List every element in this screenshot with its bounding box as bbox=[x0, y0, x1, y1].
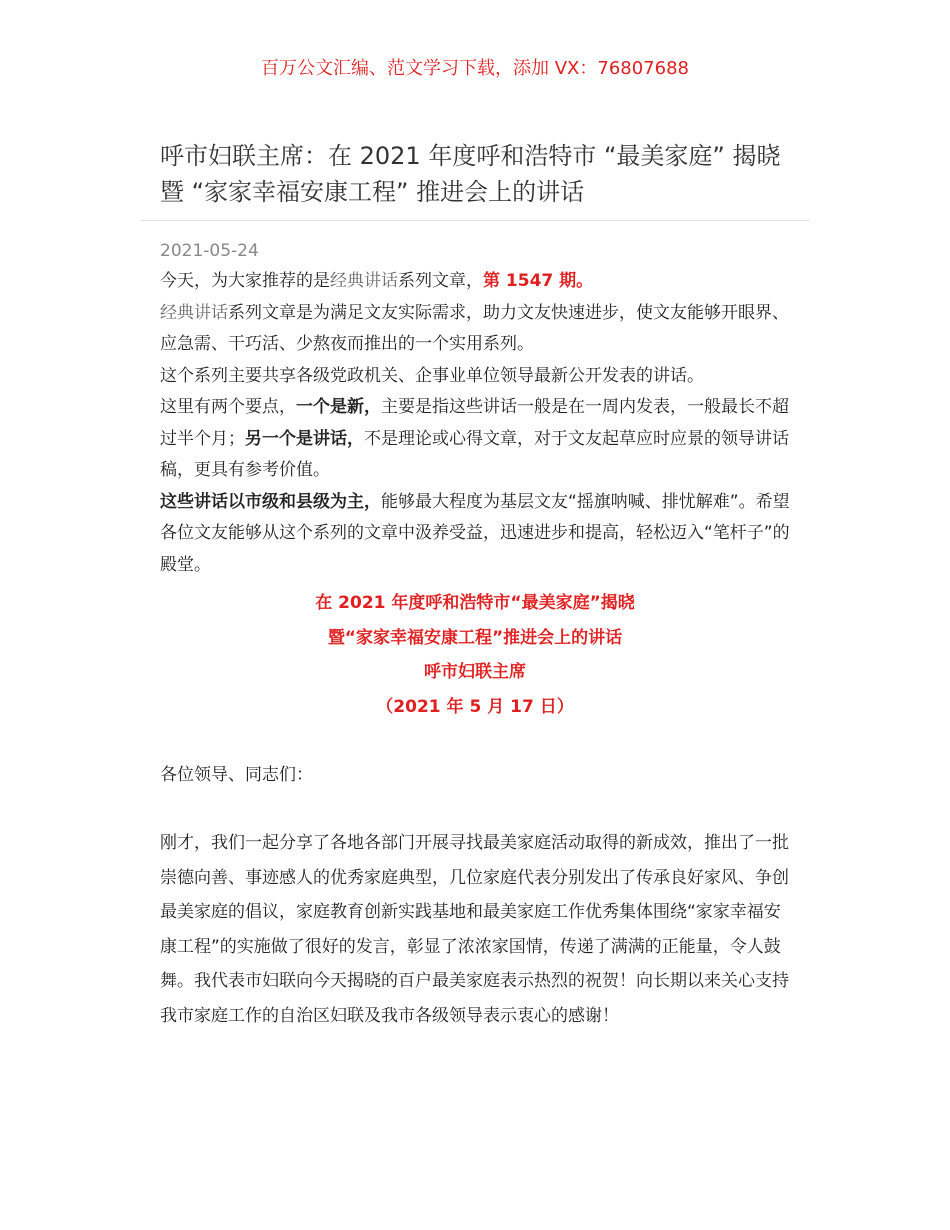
focus-statement: 这些讲话以市级和县级为主， bbox=[160, 491, 381, 512]
publish-date: 2021-05-24 bbox=[160, 241, 259, 261]
series-name: 经典讲话 bbox=[160, 302, 228, 323]
salutation: 各位领导、同志们： bbox=[160, 765, 313, 785]
key-point-2: 另一个是讲话， bbox=[245, 428, 364, 449]
intro-paragraph-4 bbox=[160, 392, 796, 487]
intro-paragraph-1 bbox=[160, 266, 796, 298]
intro-paragraph-2 bbox=[160, 298, 796, 361]
title-divider bbox=[140, 220, 810, 221]
series-name: 经典讲话 bbox=[330, 271, 398, 291]
issue-number: 第 1547 期。 bbox=[483, 271, 594, 291]
speech-title-line-1: 在 2021 年度呼和浩特市“最美家庭”揭晓 bbox=[315, 593, 635, 613]
speaker: 呼市妇联主席 bbox=[424, 662, 526, 682]
promo-banner: 百万公文汇编、范文学习下载，添加 VX：76807688 bbox=[261, 58, 689, 79]
intro-paragraph-5 bbox=[160, 487, 796, 582]
intro-text: 今天，为大家推荐的是 bbox=[160, 271, 330, 291]
speech-header bbox=[0, 586, 950, 724]
speech-body-paragraph: 刚才，我们一起分享了各地各部门开展寻找最美家庭活动取得的新成效，推出了一批崇德向善、事迹感人的优秀家庭典型，几位家庭代表分别发出了传承良好家风、争创最美家庭的倡议，家庭教育创新实践基地和最美家庭工作优秀集体围绕“家家幸福安康工程”的实施做了很好的发言，彰显了浓浓家国情，传递了满满的正能量，令人鼓舞。我代表市妇联向今天揭晓的百户最美家庭表示热烈的祝贺！向长期以来关心支持我市家庭工作的自治区妇联及我市各级领导表示衷心的感谢！ bbox=[160, 833, 789, 1026]
intro-text: 系列文章是为满足文友实际需求，助力文友快速进步，使文友能够开眼界、应急需、干巧活、少熬夜而推出的一个实用系列。 bbox=[160, 302, 789, 354]
series-intro bbox=[160, 266, 796, 581]
intro-text: 系列文章， bbox=[398, 271, 483, 291]
speech-title-line-2: 暨“家家幸福安康工程”推进会上的讲话 bbox=[327, 627, 623, 648]
intro-text: 不是理论或心得文章，对于文友起草应时应景的领导讲话稿，更具有参考价值。 bbox=[160, 428, 789, 480]
article-title: 呼市妇联主席：在 2021 年度呼和浩特市 “最美家庭” 揭晓暨 “家家幸福安康工程” 推进会上的讲话 bbox=[160, 142, 781, 206]
intro-text: 主要是指这些讲话一般是在一周内发表，一般最长不超过半个月； bbox=[160, 397, 789, 449]
speech-date: （2021 年 5 月 17 日） bbox=[376, 696, 574, 717]
intro-text: 能够最大程度为基层文友“摇旗呐喊、排忧解难”。希望各位文友能够从这个系列的文章中汲养受益，迅速进步和提高，轻松迈入“笔杆子”的殿堂。 bbox=[160, 491, 790, 575]
intro-text: 这里有两个要点， bbox=[160, 397, 296, 417]
key-point-1: 一个是新， bbox=[296, 397, 381, 417]
intro-paragraph-3: 这个系列主要共享各级党政机关、企事业单位领导最新公开发表的讲话。 bbox=[160, 365, 704, 386]
